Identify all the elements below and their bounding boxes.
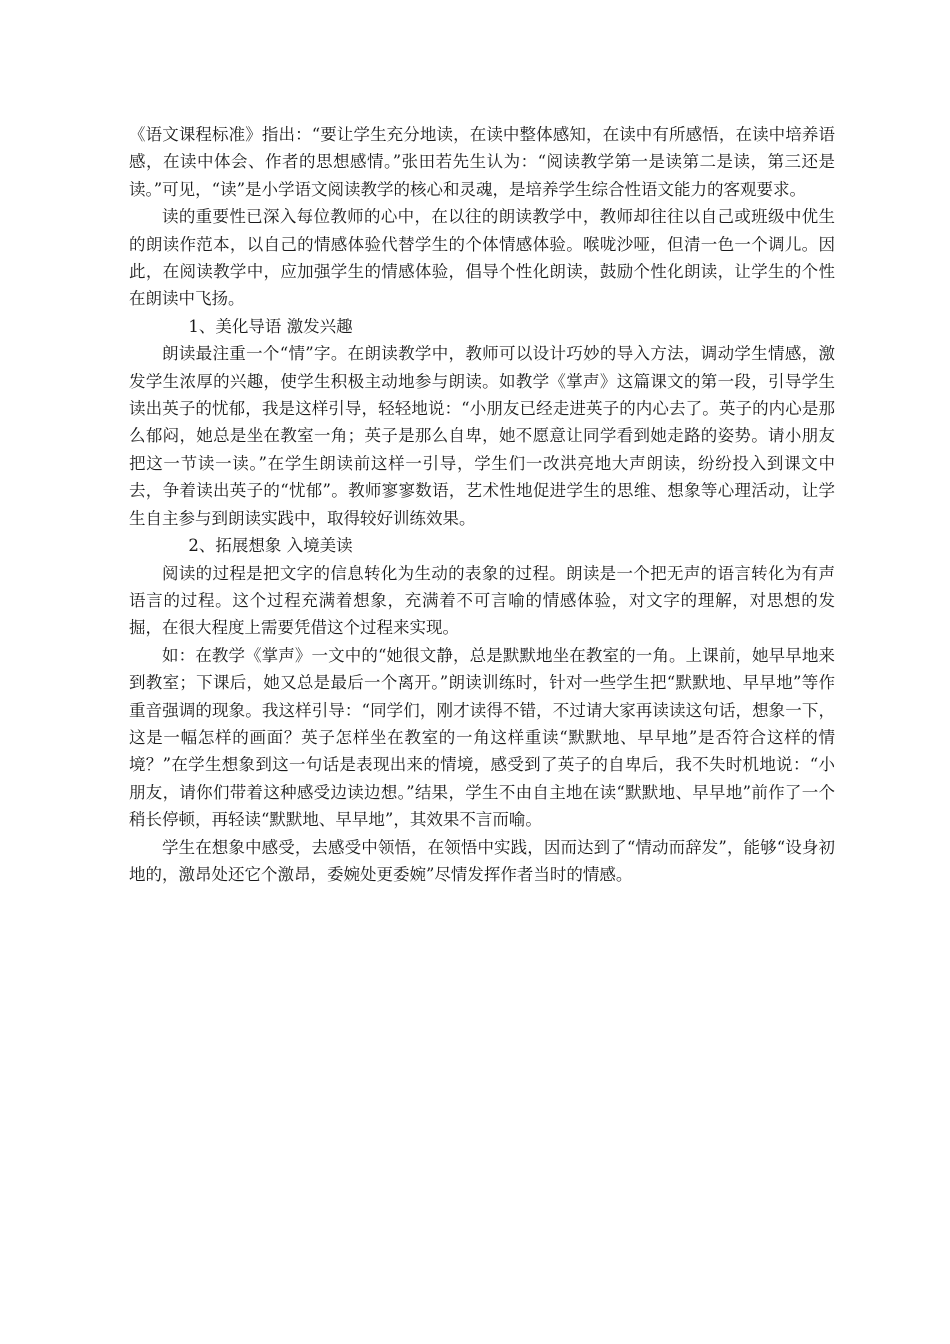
- reading-importance-paragraph: 读的重要性已深入每位教师的心中，在以往的朗读教学中，教师却往往以自己或班级中优生的朗读作范本，以自己的情感体验代替学生的个体情感体验。喉咙沙哑，但清一色一个调儿。因此，在阅读教学中，应加强学生的情感体验，倡导个性化朗读，鼓励个性化朗读，让学生的个性在朗读中飞扬。: [129, 207, 835, 309]
- section-1-paragraph: 朗读最注重一个“情”字。在朗读教学中，教师可以设计巧妙的导入方法，调动学生情感，激发学生浓厚的兴趣，使学生积极主动地参与朗读。如教学《掌声》这篇课文的第一段，引导学生读出英子的忧郁，我是这样引导，轻轻地说：“小朋友已经走进英子的内心去了。英子的内心是那么郁闷，她总是坐在教室一角；英子是那么自卑，她不愿意让同学看到她走路的姿势。请小朋友把这一节读一读。”在学生朗读前这样一引导，学生们一改洪亮地大声朗读，纷纷投入到课文中去，争着读出英子的“忧郁”。教师寥寥数语，艺术性地促进学生的思维、想象等心理活动，让学生自主参与到朗读实践中，取得较好训练效果。: [129, 344, 835, 528]
- document-body: [129, 121, 835, 888]
- section-2-paragraph-1: 阅读的过程是把文字的信息转化为生动的表象的过程。朗读是一个把无声的语言转化为有声语言的过程。这个过程充满着想象，充满着不可言喻的情感体验，对文字的理解，对思想的发掘，在很大程度上需要凭借这个过程来实现。: [129, 563, 835, 638]
- section-heading-2: 2、拓展想象 入境美读: [188, 536, 353, 556]
- conclusion-paragraph: 学生在想象中感受，去感受中领悟，在领悟中实践，因而达到了“情动而辞发”，能够“设身初地的，激昂处还它个激昂，委婉处更委婉”尽情发挥作者当时的情感。: [129, 837, 835, 884]
- section-2-paragraph-2: 如：在教学《掌声》一文中的“她很文静，总是默默地坐在教室的一角。上课前，她早早地来到教室；下课后，她又总是最后一个离开。”朗读训练时，针对一些学生把“默默地、早早地”等作重音强调的现象。我这样引导：“同学们，刚才读得不错，不过请大家再读读这句话，想象一下，这是一幅怎样的画面？英子怎样坐在教室的一角这样重读“默默地、早早地”是否符合这样的情境？”在学生想象到这一句话是表现出来的情境，感受到了英子的自卑后，我不失时机地说：“小朋友，请你们带着这种感受边读边想。”结果，学生不由自主地在读“默默地、早早地”前作了一个稍长停顿，再轻读“默默地、早早地”，其效果不言而喻。: [129, 645, 835, 830]
- section-heading-1: 1、美化导语 激发兴趣: [188, 316, 353, 336]
- intro-paragraph: 《语文课程标准》指出：“要让学生充分地读，在读中整体感知，在读中有所感悟，在读中培养语感，在读中体会、作者的思想感情。”张田若先生认为：“阅读教学第一是读第二是读，第三还是读。”可见，“读”是小学语文阅读教学的核心和灵魂，是培养学生综合性语文能力的客观要求。: [129, 125, 835, 199]
